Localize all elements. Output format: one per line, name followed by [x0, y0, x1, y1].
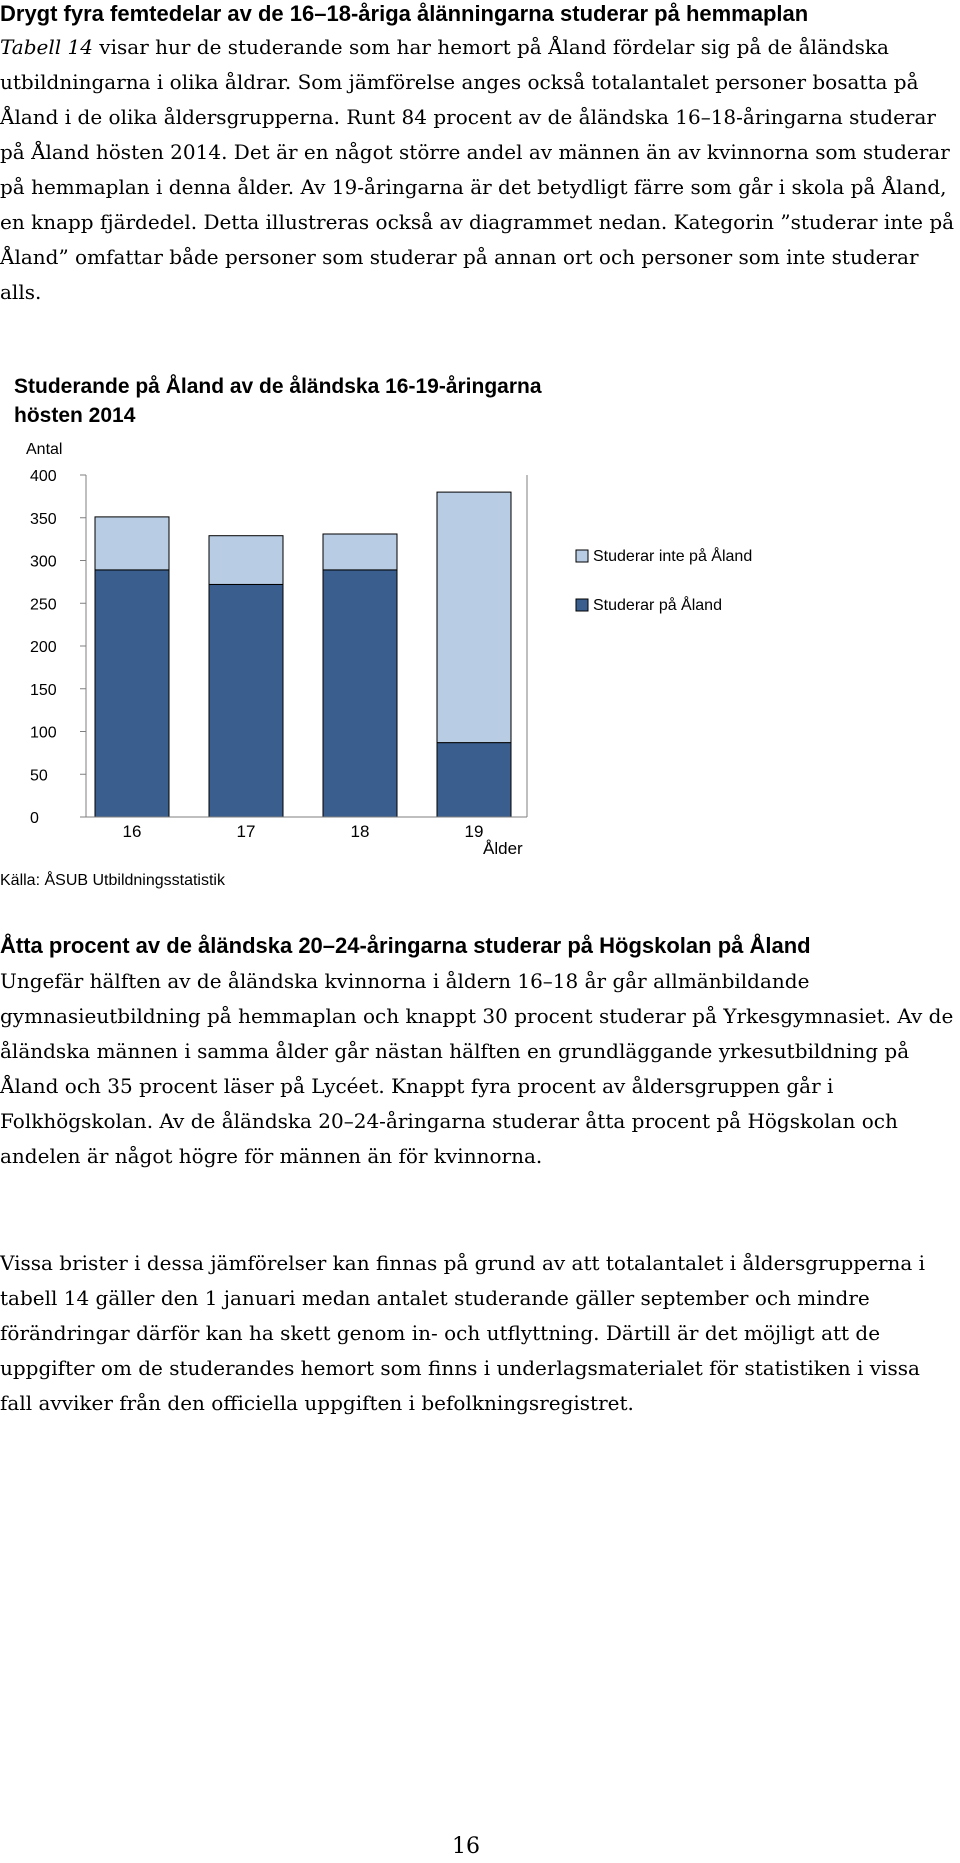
y-tick-label: 250 — [30, 596, 57, 614]
section-heading: Drygt fyra femtedelar av de 16–18-åriga ålänningarna studerar på hemmaplan — [0, 1, 809, 26]
y-tick-label: 50 — [30, 767, 48, 785]
y-axis-label: Antal — [26, 441, 63, 458]
intro-paragraph — [0, 30, 956, 310]
table-reference: Tabell 14 — [0, 35, 93, 59]
legend-label-not-studying: Studerar inte på Åland — [593, 548, 753, 565]
y-tick-label: 300 — [30, 553, 57, 571]
y-tick-label: 400 — [30, 468, 57, 485]
bar-not-studying-18 — [323, 534, 397, 570]
legend — [576, 546, 752, 614]
legend-swatch-studying — [576, 599, 588, 611]
page-number: 16 — [452, 1834, 480, 1859]
x-tick-label: 16 — [122, 822, 142, 841]
bar-studying-17 — [209, 584, 283, 817]
y-tick-label: 350 — [30, 510, 57, 528]
x-axis-label: Ålder — [483, 839, 523, 858]
chart-title: Studerande på Åland av de åländska 16-19-åringarna hösten 2014 — [14, 375, 542, 427]
section-heading-2: Åtta procent av de åländska 20–24-åringarna studerar på Högskolan på Åland — [0, 933, 811, 958]
bar-not-studying-17 — [209, 536, 283, 585]
legend-label-studying: Studerar på Åland — [593, 597, 722, 614]
stacked-bar-chart — [0, 430, 800, 870]
y-tick-label: 100 — [30, 724, 57, 742]
bar-studying-19 — [437, 743, 511, 817]
y-tick-label: 0 — [30, 810, 39, 827]
bar-studying-18 — [323, 570, 397, 817]
intro-paragraph-text: visar hur de studerande som har hemort på Åland fördelar sig på de åländska utbildningarna i olika åldrar. Som jämförelse anges också totalantalet personer bosatta på Åland i de olika åldersgrupperna. Runt 84 procent av de åländska 16–18-åringarna studerar på Åland hösten 2014. Det är en något större andel av männen än av kvinnorna som studerar på hemmaplan i denna ålder. Av 19-åringarna är det betydligt färre som går i skola på Åland, en knapp fjärdedel. Detta illustreras också av diagrammet nedan. Kategorin ”studerar inte på Åland” omfattar både personer som studerar på annan ort och personer som inte studerar alls. — [0, 35, 955, 304]
x-tick-label: 18 — [350, 822, 370, 841]
bar-studying-16 — [95, 570, 169, 817]
y-tick-label: 200 — [30, 639, 57, 656]
chart-source: Källa: ÅSUB Utbildningsstatistik — [0, 872, 225, 889]
bar-not-studying-19 — [437, 492, 511, 743]
paragraph-2: Ungefär hälften av de åländska kvinnorna i åldern 16–18 år går allmänbildande gymnasieutbildning på hemmaplan och knappt 30 procent studerar på Yrkesgymnasiet. Av de åländska männen i samma ålder går nästan hälften en grundläggande yrkesutbildning på Åland och 35 procent läser på Lycéet. Knappt fyra procent av åldersgruppen går i Folkhögskolan. Av de åländska 20–24-åringarna studerar åtta procent på Högskolan och andelen är något högre för männen än för kvinnorna. — [0, 969, 954, 1168]
x-tick-label: 19 — [464, 822, 484, 841]
bars — [95, 492, 511, 817]
y-axis-ticks — [30, 468, 86, 827]
legend-swatch-not-studying — [576, 550, 588, 562]
y-tick-label: 150 — [30, 681, 57, 699]
x-tick-label: 17 — [236, 822, 256, 841]
paragraph-3: Vissa brister i dessa jämförelser kan finnas på grund av att totalantalet i åldersgrupperna i tabell 14 gäller den 1 januari medan antalet studerande gäller september och mindre förändringar därför kan ha skett genom in- och utflyttning. Därtill är det möjligt att de uppgifter om de studerandes hemort som finns i underlagsmaterialet för statistiken i vissa fall avviker från den officiella uppgiften i befolkningsregistret. — [0, 1251, 926, 1415]
bar-not-studying-16 — [95, 517, 169, 570]
x-axis-ticks — [123, 822, 484, 841]
